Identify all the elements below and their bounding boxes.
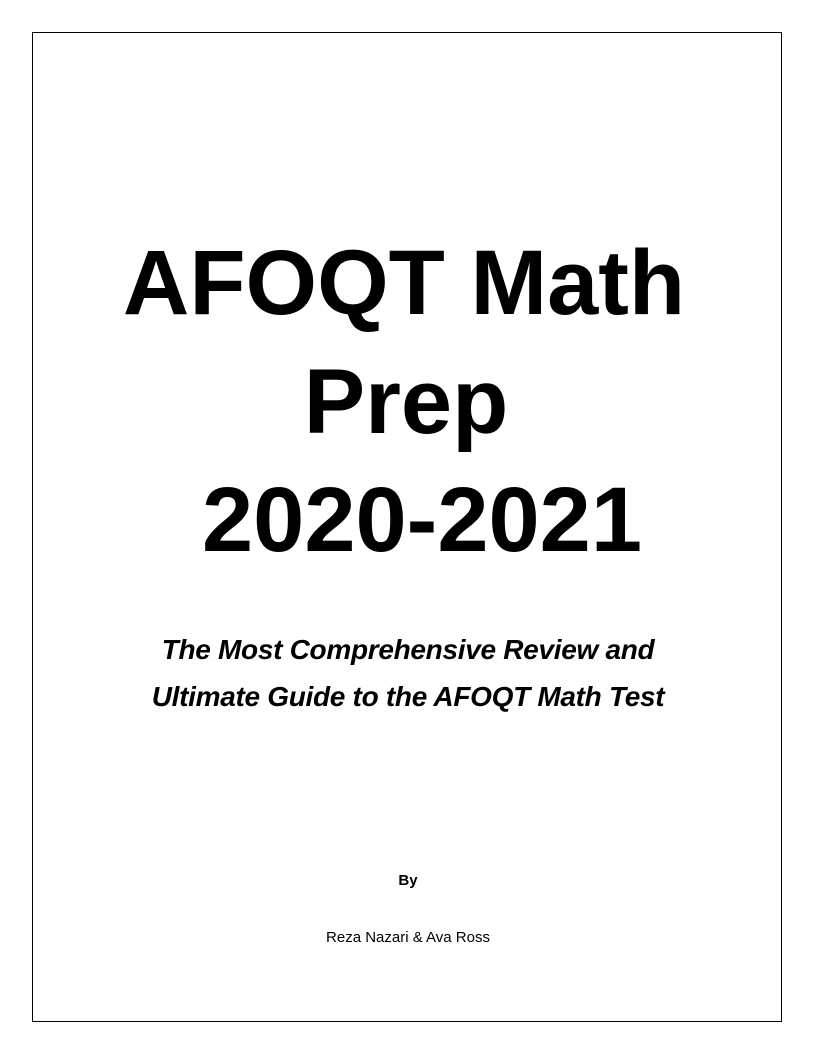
subtitle-line-2: Ultimate Guide to the AFOQT Math Test bbox=[151, 681, 665, 712]
subtitle-line-1: The Most Comprehensive Review and bbox=[161, 634, 655, 665]
title-line-3: 2020-2021 bbox=[202, 469, 642, 571]
by-label: By bbox=[398, 872, 418, 889]
title-line-1: AFOQT Math bbox=[122, 232, 686, 334]
title-line-2: Prep bbox=[303, 351, 509, 453]
authors: Reza Nazari & Ava Ross bbox=[326, 929, 490, 946]
